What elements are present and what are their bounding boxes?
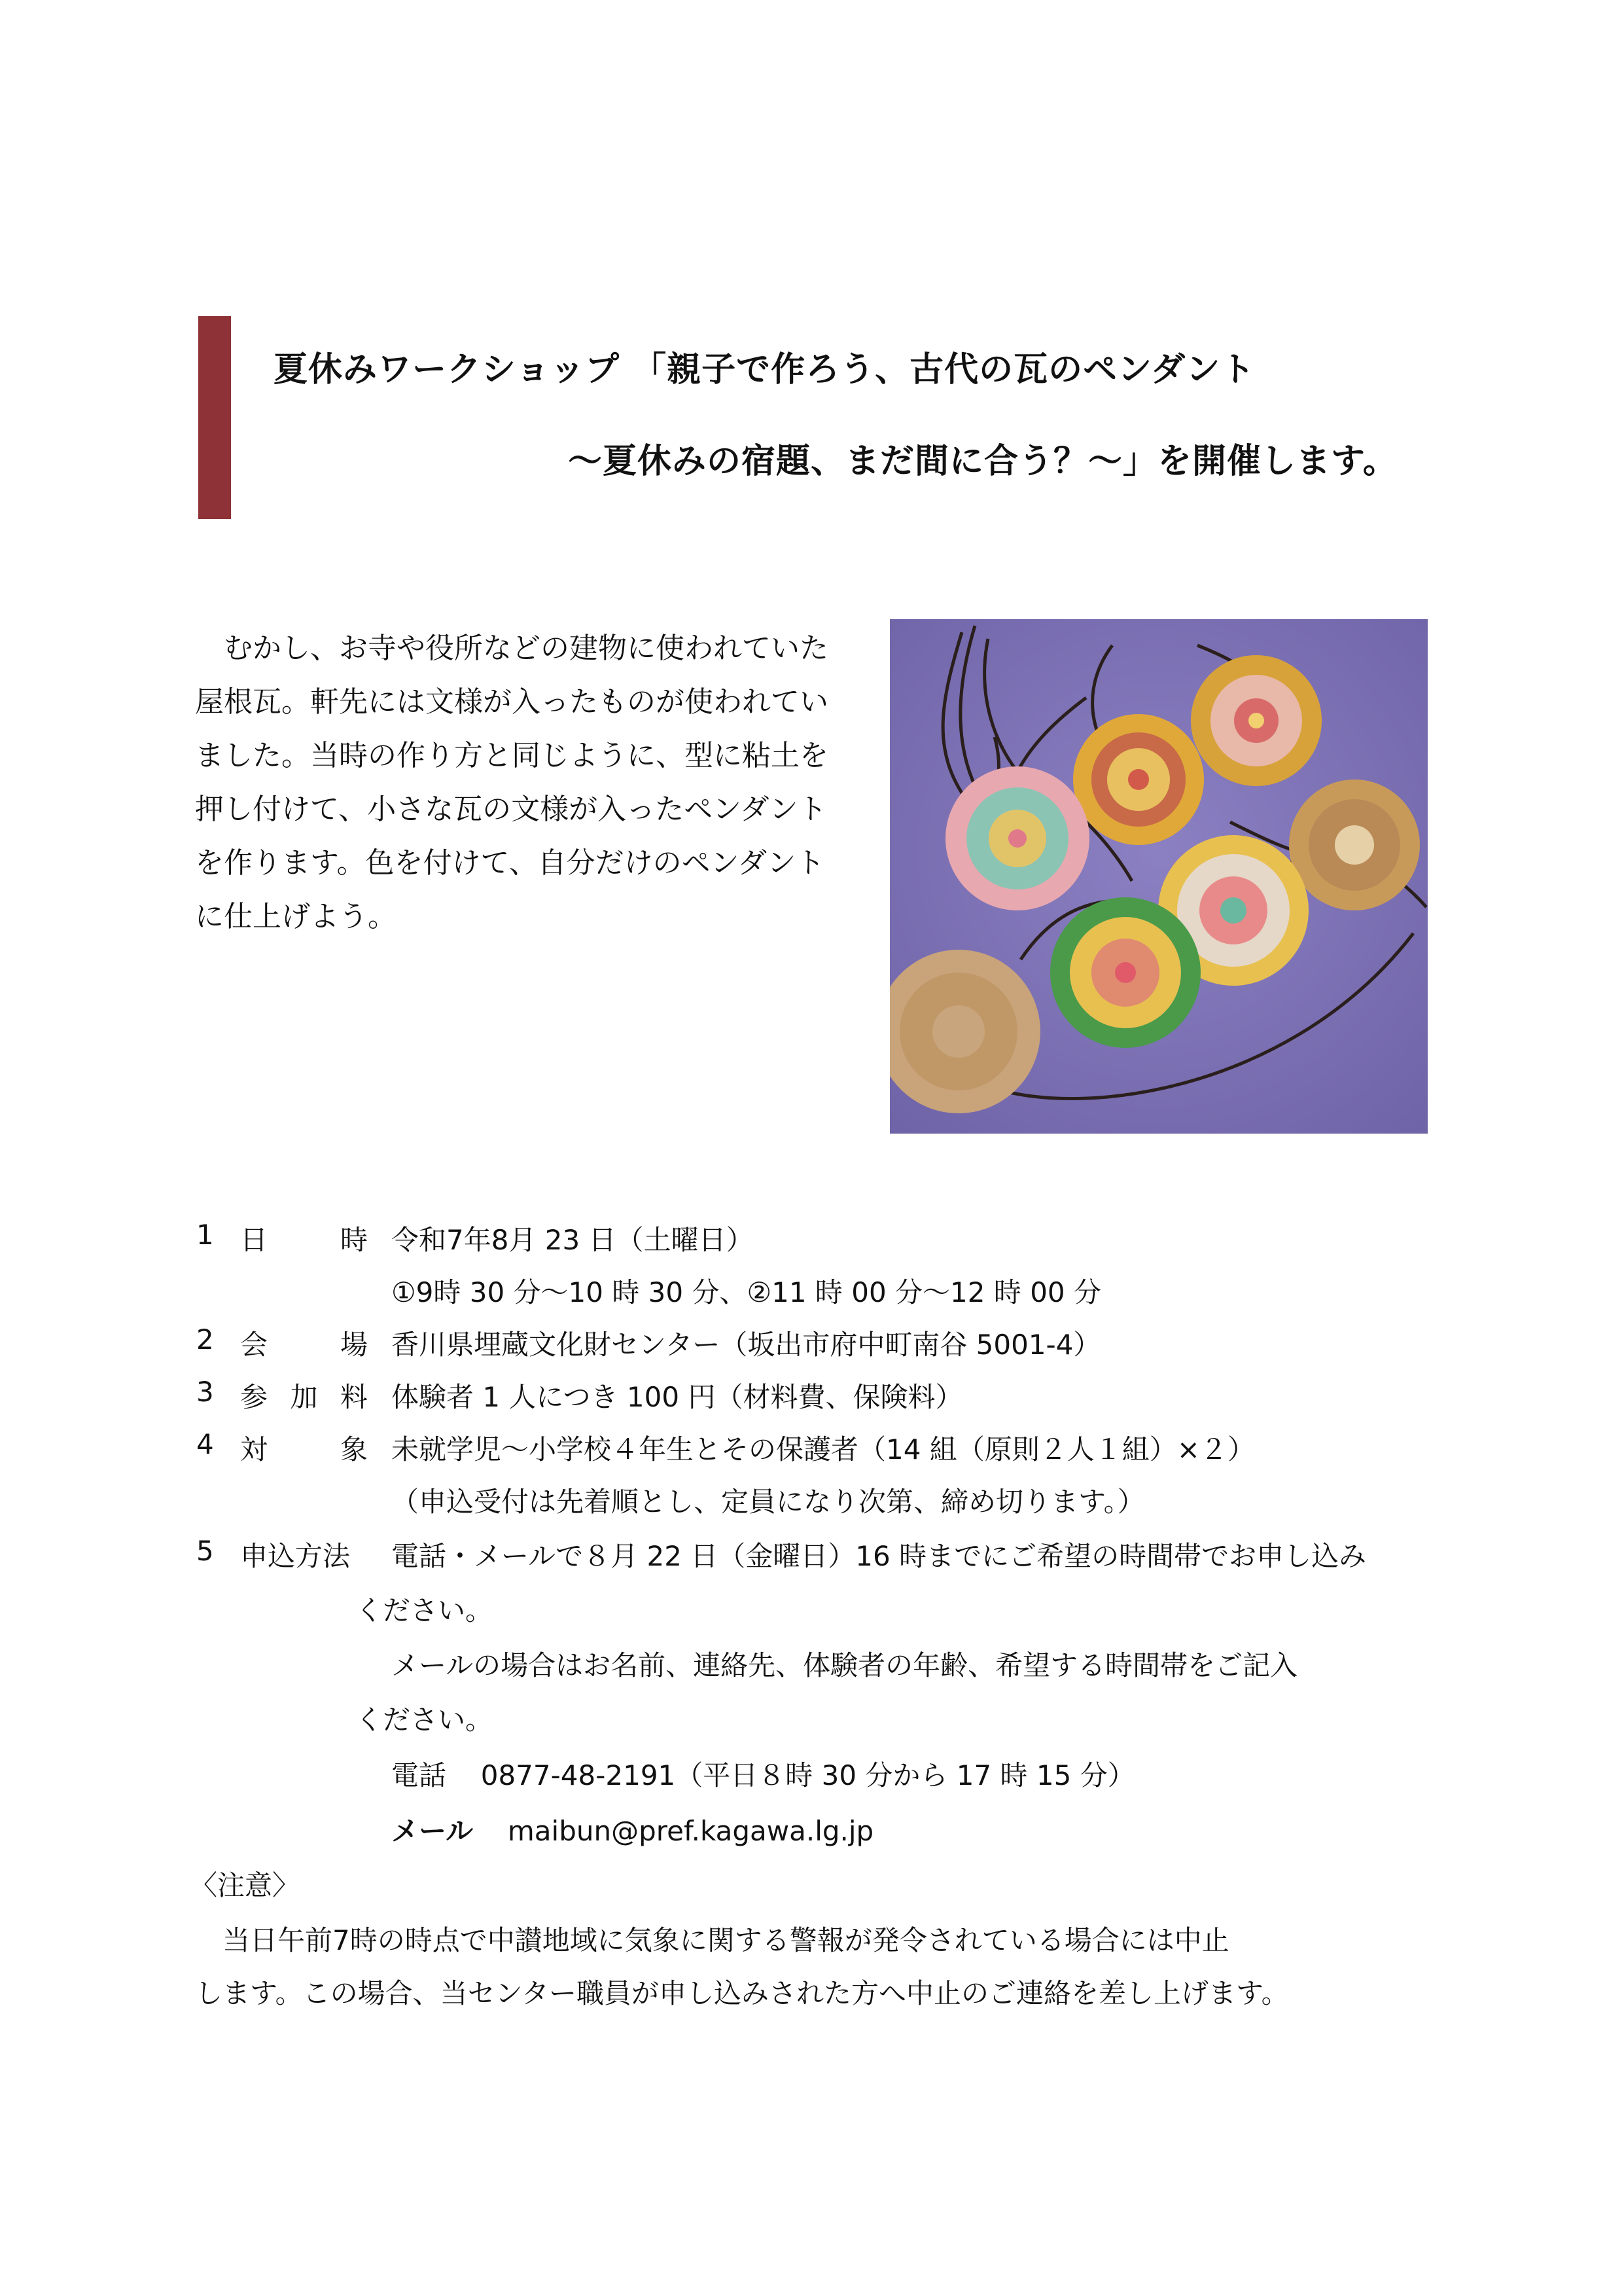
pendant-photo [890, 619, 1428, 1134]
detail-label: 日 時 [240, 1224, 368, 1256]
pendant-right-beige [1289, 780, 1420, 910]
notice-line: します。この場合、当センター職員が申し込みされた方へ中止のご連絡を差し上げます。 [195, 1977, 1289, 2009]
detail-number: 4 [196, 1428, 214, 1460]
detail-apply-mail-note-cont: ください。 [355, 1704, 493, 1736]
detail-value: 体験者 1 人につき 100 円（材料費、保険料） [391, 1381, 963, 1413]
pendant-green [1050, 897, 1201, 1048]
contact-email [391, 1810, 874, 1849]
title-accent-bar [198, 316, 231, 519]
phone-label: 電話 [391, 1759, 447, 1791]
detail-number: 3 [196, 1376, 214, 1408]
email-label: メール [391, 1815, 474, 1847]
notice-heading: 〈注意〉 [190, 1869, 300, 1901]
intro-line: を作ります。色を付けて、自分だけのペンダント [195, 846, 825, 880]
intro-line: ました。当時の作り方と同じように、型に粘土を [195, 739, 828, 772]
intro-line: むかし、お寺や役所などの建物に使われていた [195, 632, 828, 665]
page-title-line2: ～夏休みの宿題、まだ間に合う？～」を開催します。 [568, 442, 1398, 481]
detail-value: （申込受付は先着順とし、定員になり次第、締め切ります。） [391, 1486, 1145, 1518]
email-link[interactable]: maibun@pref.kagawa.lg.jp [507, 1815, 874, 1847]
detail-apply-cont: ください。 [355, 1594, 493, 1626]
detail-label: 対 象 [240, 1433, 368, 1465]
detail-fee [0, 1376, 1624, 1415]
detail-date-times [0, 1271, 1624, 1310]
detail-apply-mail-note: メールの場合はお名前、連絡先、体験者の年齢、希望する時間帯をご記入 [391, 1649, 1298, 1681]
detail-value: 令和7年8月 23 日（土曜日） [391, 1224, 754, 1256]
detail-value: 電話・メールで８月 22 日（金曜日）16 時までにご希望の時間帯でお申し込み [391, 1540, 1367, 1572]
intro-line: 押し付けて、小さな瓦の文様が入ったペンダント [195, 793, 827, 826]
detail-label: 会 場 [240, 1329, 368, 1361]
page-title-line1: 夏休みワークショップ 「親子で作ろう、古代の瓦のペンダント [274, 350, 1256, 389]
contact-phone [391, 1754, 1135, 1793]
detail-target-note [0, 1480, 1624, 1520]
pendant-top-middle [1073, 714, 1204, 845]
detail-number: 5 [196, 1535, 214, 1567]
detail-number: 2 [196, 1323, 214, 1355]
detail-value: 未就学児～小学校４年生とその保護者（14 組（原則２人１組）×２） [391, 1433, 1255, 1465]
pendant-top-right [1191, 655, 1322, 786]
detail-apply [0, 1535, 1624, 1574]
detail-number: 1 [196, 1219, 214, 1251]
detail-target [0, 1428, 1624, 1467]
pendant-left-pink [945, 766, 1089, 910]
detail-value: 香川県埋蔵文化財センター（坂出市府中町南谷 5001-4） [391, 1329, 1101, 1361]
detail-label: 参 加 料 [240, 1381, 368, 1413]
detail-date [0, 1219, 1624, 1258]
intro-line: 屋根瓦。軒先には文様が入ったものが使われてい [195, 685, 828, 719]
detail-value: ①9時 30 分～10 時 30 分、②11 時 00 分～12 時 00 分 [391, 1276, 1101, 1308]
intro-line: に仕上げよう。 [195, 900, 397, 933]
notice-line: 当日午前7時の時点で中讃地域に気象に関する警報が発令されている場合には中止 [195, 1924, 1229, 1956]
detail-label: 申込方法 [240, 1540, 351, 1572]
detail-venue [0, 1323, 1624, 1363]
phone-value: 0877-48-2191（平日８時 30 分から 17 時 15 分） [480, 1759, 1135, 1791]
intro-paragraph [195, 622, 870, 944]
